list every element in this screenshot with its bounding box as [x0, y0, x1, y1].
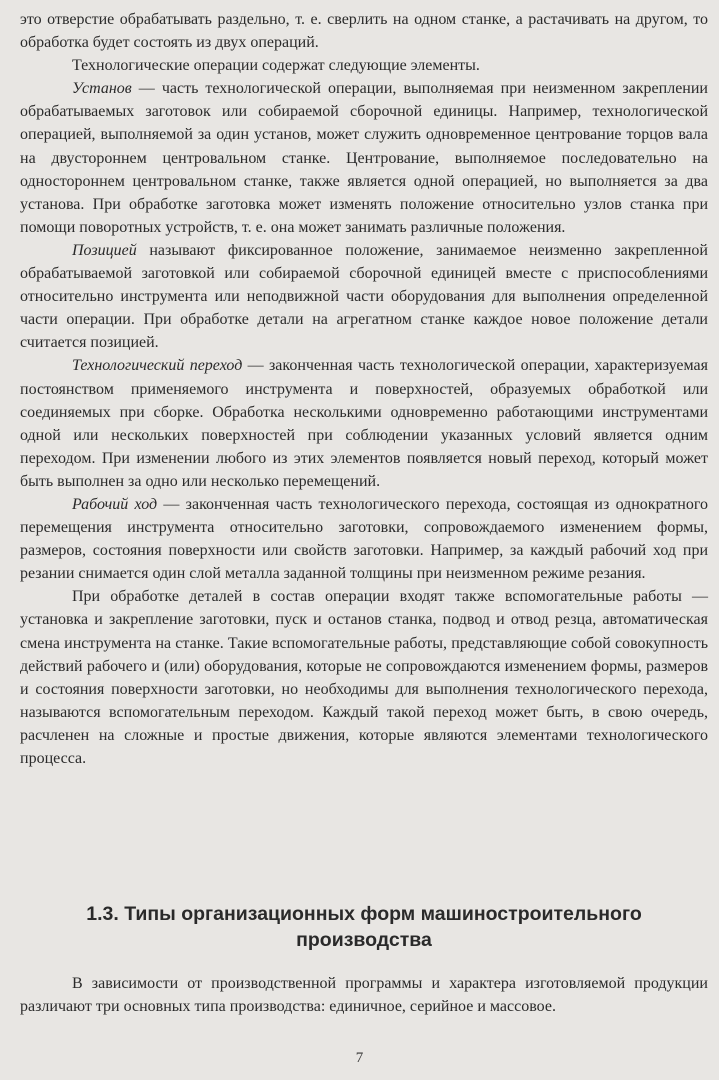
term-working-stroke: Рабочий ход: [72, 495, 158, 513]
paragraph-auxiliary-work: [20, 585, 708, 770]
paragraph-tech-transition: [20, 354, 708, 493]
paragraph-working-stroke: [20, 493, 708, 585]
paragraph-text: При обработке деталей в состав операции входят также вспомогательные работы — установка и закрепление заготовки, пуск и останов станка, подвод и отвод резца, автоматическая смена инструмента на станке. Такие вспомогательные работы, представляющие собой совокупность действий рабочего и (или) оборудования, которые не сопровождаются изменением формы, размеров и состояния поверхности заготовки, но необходимы для выполнения технологического перехода, называются вспомогательным переходом. Каждый такой переход может быть, в свою очередь, расчленен на сложные и простые движения, которые являются элементами технологического процесса.: [20, 588, 708, 767]
section-heading-line2: производства: [296, 929, 432, 951]
term-tech-transition: Технологический переход: [72, 357, 243, 375]
paragraph-text: называют фиксированное положение, занимаемое неизменно закрепленной обрабатываемой заготовкой или собираемой сборочной единицей вместе с приспособлениями относительно инструмента или неподвижной части оборудования для выполнения определенной части операции. При обработке детали на агрегатном станке каждое новое положение детали считается позицией.: [20, 241, 708, 352]
section-intro-paragraph: В зависимости от производственной программы и характера изготовляемой продукции различают три основных типа производства: единичное, серийное и массовое.: [20, 975, 708, 1016]
paragraph-ustanov: [20, 77, 708, 239]
paragraph-operation-elements: [20, 54, 708, 77]
paragraph-text: Технологические операции содержат следующие элементы.: [72, 57, 480, 75]
paragraph-position: [20, 239, 708, 354]
continuation-paragraph: это отверстие обрабатывать раздельно, т. е. сверлить на одном станке, а растачивать на другом, то обработка будет состоять из двух операций.: [20, 11, 708, 52]
body-text: [20, 8, 708, 770]
paragraph-text: — законченная часть технологической операции, характеризуемая постоянством применяемого инструмента и поверхностей, образуемых обработкой или соединяемых при сборке. Обработка несколькими одновременно работающими инструментами одной или нескольких поверхностей при соблюдении указанных условий является одним переходом. При изменении любого из этих элементов появляется новый переход, который может быть выполнен за одно или несколько перемещений.: [20, 357, 708, 490]
term-position: Позицией: [72, 241, 137, 259]
section-heading-line1: 1.3. Типы организационных форм машиностроительного: [86, 903, 642, 925]
section-heading: [20, 901, 708, 953]
section-intro: [20, 972, 708, 1018]
paragraph-text: — часть технологической операции, выполняемая при неизменном закреплении обрабатываемых заготовок или собираемой сборочной единицы. Например, технологической операцией, выполняемой за один установ, может служить одновременное центрование торцов вала на двустороннем центровальном станке. Центрование, выполняемое последовательно на одностороннем центровальном станке, также является одной операцией, но выполняется за два установа. При обработке заготовка может изменять положение относительно узлов станка при помощи поворотных устройств, т. е. она может занимать различные положения.: [20, 80, 708, 236]
term-ustanov: Установ: [72, 80, 132, 98]
paragraph-text: — законченная часть технологического перехода, состоящая из однократного перемещения инструмента относительно заготовки, сопровождаемого изменением формы, размеров, состояния поверхности или свойств заготовки. Например, за каждый рабочий ход при резании снимается один слой металла заданной толщины при неизменном режиме резания.: [20, 495, 708, 583]
page-number: 7: [355, 1050, 364, 1066]
